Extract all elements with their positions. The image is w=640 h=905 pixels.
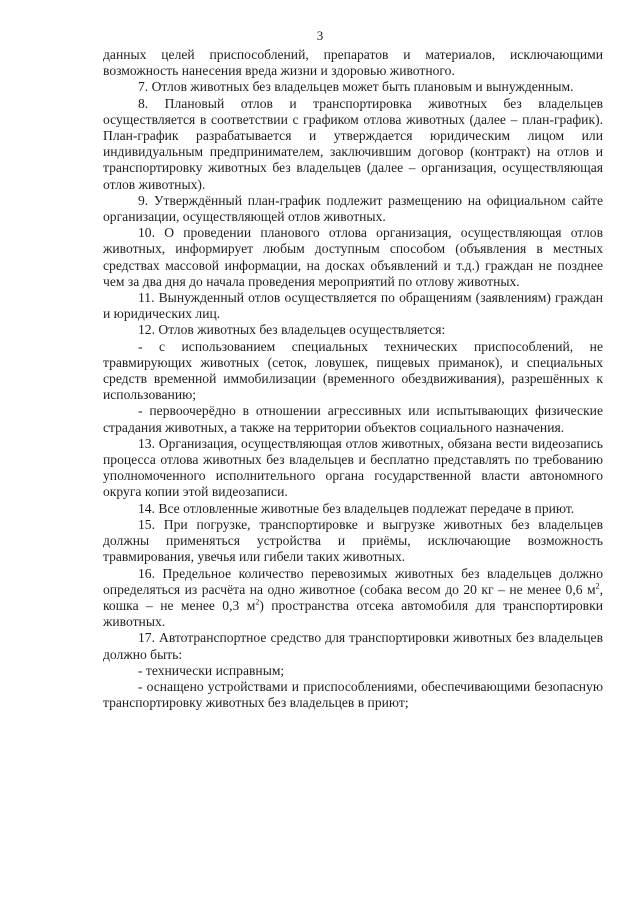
paragraph-15: 15. При погрузке, транспортировке и выгрузке животных без владельцев должны применяться устройства и приёмы, исключающие возможность травмирования, увечья или гибели таких животных.	[103, 516, 603, 565]
document-body	[103, 47, 603, 711]
paragraph-14: 14. Все отловленные животные без владельцев подлежат передаче в приют.	[138, 500, 575, 516]
paragraph-continuation: данных целей приспособлений, препаратов и материалов, исключающими возможность нанесения вреда жизни и здоровью животного.	[103, 47, 603, 79]
paragraph-16-part-b: , кошка – не менее 0,3 м	[103, 581, 603, 613]
paragraph-8: 8. Плановый отлов и транспортировка животных без владельцев осуществляется в соответствии с графиком отлова животных (далее – план-график). План-график разрабатывается и утверждается юридическим лицом или индивидуальным предпринимателем, заключившим договор (контракт) на отлов и транспортировку животных без владельцев (далее – организация, осуществляющая отлов животных).	[103, 95, 603, 192]
page-number: 3	[316, 28, 324, 43]
paragraph-7: 7. Отлов животных без владельцев может быть плановым и вынужденным.	[138, 79, 574, 95]
paragraph-13: 13. Организация, осуществляющая отлов животных, обязана вести видеозапись процесса отлова животных без владельцев и бесплатно представлять по требованию уполномоченного исполнительного органа государственной власти автономного округа копии этой видеозаписи.	[103, 435, 603, 500]
list-item-12b: - первоочерёдно в отношении агрессивных или испытывающих физические страдания животных, а также на территории объектов социального назначения.	[103, 403, 603, 435]
list-item-17b: - оснащено устройствами и приспособлениями, обеспечивающими безопасную транспортировку животных без владельцев в приют;	[103, 678, 603, 711]
paragraph-17: 17. Автотранспортное средство для транспортировки животных без владельцев должно быть:	[103, 630, 603, 662]
superscript-square-2: 2	[255, 597, 260, 607]
paragraph-16-part-c: ) пространства отсека автомобиля для транспортировки животных.	[103, 597, 603, 630]
list-item-12a: - с использованием специальных технических приспособлений, не травмирующих животных (сеток, ловушек, пищевых приманок), и специальных средств временной иммобилизации (временного обездвиживания), разрешённых к использованию;	[103, 338, 603, 403]
paragraph-16	[103, 566, 603, 631]
list-item-17a: - технически исправным;	[138, 662, 285, 678]
paragraph-11: 11. Вынужденный отлов осуществляется по обращениям (заявлениям) граждан и юридических лиц.	[103, 290, 603, 322]
paragraph-10: 10. О проведении планового отлова организация, осуществляющая отлов животных, информирует любым доступным способом (объявления в местных средствах массовой информации, на досках объявлений и т.д.) граждан не позднее чем за два дня до начала проведения мероприятий по отлову животных.	[103, 225, 603, 289]
paragraph-12: 12. Отлов животных без владельцев осуществляется:	[138, 322, 446, 338]
paragraph-16-part-a: 16. Предельное количество перевозимых животных без владельцев должно определяться из расчёта на одно животное (собака весом до 20 кг – не менее 0,6 м	[103, 565, 603, 597]
superscript-square-1: 2	[595, 581, 600, 591]
paragraph-9: 9. Утверждённый план-график подлежит размещению на официальном сайте организации, осуществляющей отлов животных.	[103, 192, 603, 225]
